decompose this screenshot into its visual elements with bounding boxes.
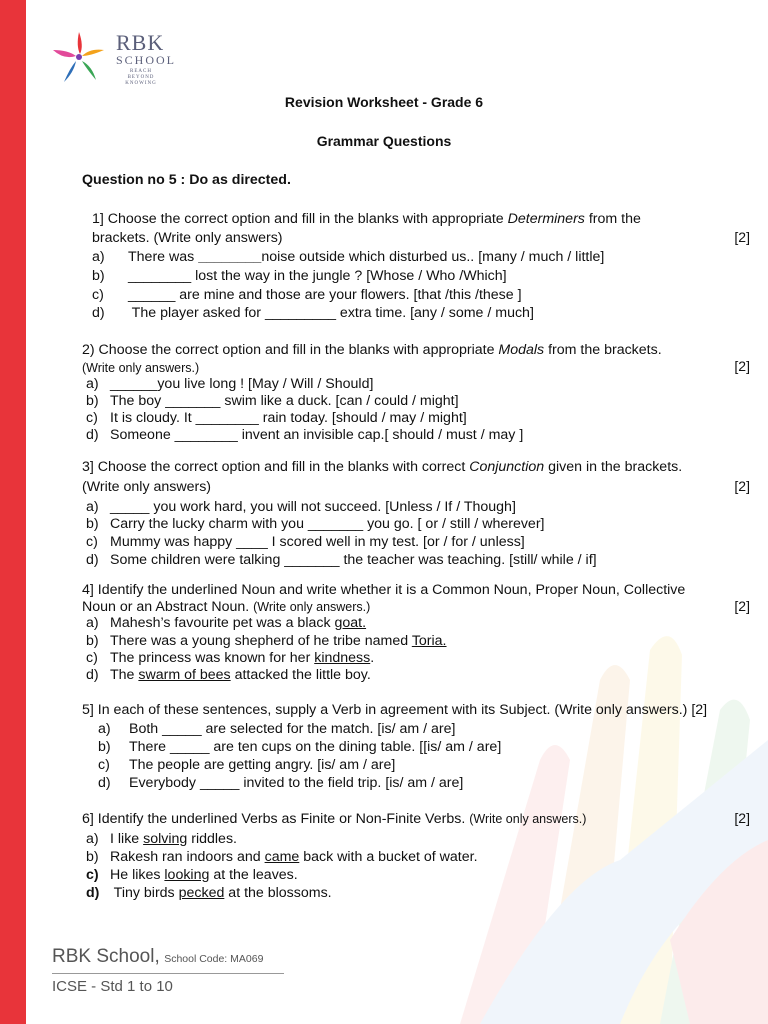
page-footer <box>52 946 292 995</box>
q2-item-c: c) It is cloudy. It ________ rain today. [should / may / might] <box>86 410 467 426</box>
q3-item-a: a) _____ you work hard, you will not succeed. [Unless / If / Though] <box>86 499 516 515</box>
q4-item-d: d) The swarm of bees attacked the little boy. <box>86 667 371 683</box>
q1-prompt-line2: brackets. (Write only answers) <box>92 230 283 246</box>
q3-prompt-line2: (Write only answers) <box>82 479 212 495</box>
q6-item-c: c) He likes looking at the leaves. <box>86 867 298 883</box>
q4-item-b: b) There was a young shepherd of he tribe named Toria. <box>86 633 447 649</box>
q1-item-d: d) The player asked for _________ extra time. [any / some / much] <box>92 305 534 321</box>
q1-prompt: 1] Choose the correct option and fill in the blanks with appropriate Determiners from the <box>92 211 641 227</box>
q3-item-b: b) Carry the lucky charm with you _______ you go. [ or / still / wherever] <box>86 516 545 532</box>
q5-item-d: d) Everybody _____ invited to the field trip. [is/ am / are] <box>98 775 464 791</box>
footer-std-range: ICSE - Std 1 to 10 <box>52 978 173 995</box>
q5-item-c: c) The people are getting angry. [is/ am / are] <box>98 757 396 773</box>
worksheet-title: Revision Worksheet - Grade 6 <box>284 94 484 110</box>
q6-prompt: 6] Identify the underlined Verbs as Finite or Non-Finite Verbs. (Write only answers.) <box>82 811 587 827</box>
q6-marks: [2] <box>734 810 750 826</box>
q3-marks: [2] <box>734 478 750 494</box>
q6-item-d: d) Tiny birds pecked at the blossoms. <box>86 885 332 901</box>
school-logo <box>50 28 190 86</box>
q5-prompt: 5] In each of these sentences, supply a Verb in agreement with its Subject. (Write only answers.) [2] <box>82 702 708 718</box>
q5-item-a: a) Both _____ are selected for the match. [is/ am / are] <box>98 721 456 737</box>
footer-school-code: School Code: MA069 <box>164 953 264 965</box>
q1-item-b: b) ________ lost the way in the jungle ? [Whose / Who /Which] <box>92 268 507 284</box>
q1-item-a: a) There was ________noise outside which disturbed us.. [many / much / little] <box>92 249 605 265</box>
q5-item-b: b) There _____ are ten cups on the dining table. [[is/ am / are] <box>98 739 502 755</box>
logo-tagline: REACH BEYOND KNOWING <box>125 69 157 86</box>
footer-divider <box>52 973 284 974</box>
q4-prompt-line2: Noun or an Abstract Noun. (Write only answers.) <box>82 599 371 615</box>
q2-marks: [2] <box>734 358 750 374</box>
q2-item-b: b) The boy _______ swim like a duck. [can / could / might] <box>86 393 459 409</box>
hand-watermark-icon <box>420 560 768 1024</box>
q4-prompt: 4] Identify the underlined Noun and write whether it is a Common Noun, Proper Noun, Collective <box>82 582 686 598</box>
q4-item-c: c) The princess was known for her kindness. <box>86 650 375 666</box>
q3-item-d: d) Some children were talking _______ the teacher was teaching. [still/ while / if] <box>86 552 597 568</box>
footer-school-line <box>52 946 292 968</box>
question-heading: Question no 5 : Do as directed. <box>82 172 291 188</box>
q2-prompt-line2: (Write only answers.) <box>82 361 200 375</box>
worksheet-subtitle: Grammar Questions <box>316 133 452 149</box>
q2-prompt: 2) Choose the correct option and fill in the blanks with appropriate Modals from the brackets. <box>82 342 662 358</box>
q4-marks: [2] <box>734 598 750 614</box>
q2-item-d: d) Someone ________ invent an invisible cap.[ should / must / may ] <box>86 427 524 443</box>
footer-school-name: RBK School, <box>52 946 160 967</box>
logo-text <box>116 32 176 87</box>
star-logo-icon <box>50 28 108 86</box>
q6-item-a: a) I like solving riddles. <box>86 831 237 847</box>
q3-prompt: 3] Choose the correct option and fill in the blanks with correct Conjunction given in the brackets. <box>82 459 683 475</box>
q1-marks: [2] <box>734 229 750 245</box>
logo-main-text: RBK <box>116 30 165 55</box>
logo-sub-text: SCHOOL <box>116 53 177 67</box>
q1-item-c: c) ______ are mine and those are your flowers. [that /this /these ] <box>92 287 522 303</box>
q2-item-a: a) ______you live long ! [May / Will / Should] <box>86 376 374 392</box>
q4-item-a: a) Mahesh’s favourite pet was a black goat. <box>86 615 367 631</box>
left-red-bar <box>0 0 26 1024</box>
q3-item-c: c) Mummy was happy ____ I scored well in my test. [or / for / unless] <box>86 534 525 550</box>
q6-item-b: b) Rakesh ran indoors and came back with a bucket of water. <box>86 849 478 865</box>
